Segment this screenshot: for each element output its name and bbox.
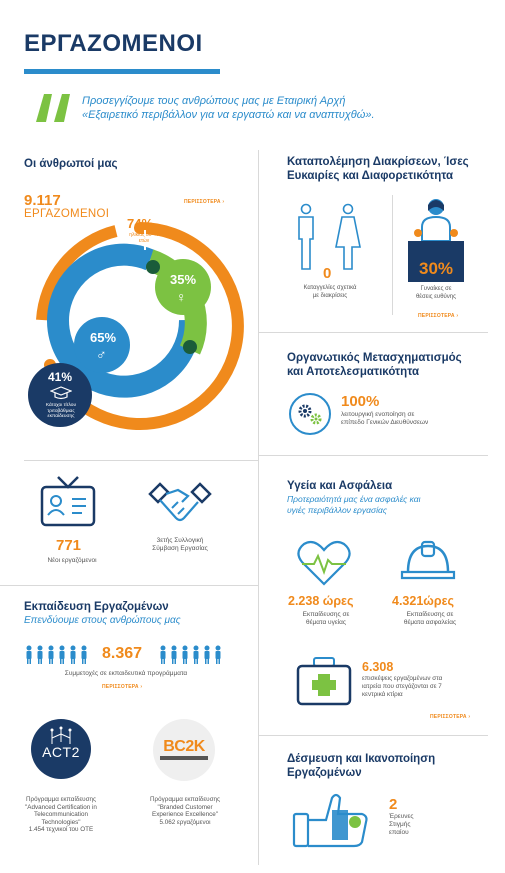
divider-left-2 xyxy=(0,585,258,586)
safety-hours: 4.321ώρες xyxy=(392,594,455,608)
handshake-icon xyxy=(148,480,212,526)
agreement-line-1: 3ετής Συλλογική xyxy=(156,537,204,544)
health-line-1: Εκπαίδευσης σε xyxy=(302,611,350,618)
people-row-right-icon xyxy=(158,645,228,665)
visits-label xyxy=(362,675,442,699)
org-text xyxy=(341,411,428,427)
edu-pct: 41% xyxy=(48,370,73,384)
act2-line-5: 1.454 τεχνικοί του ΟΤΕ xyxy=(28,826,94,833)
org-title-2: και Αποτελεσματικότητα xyxy=(287,366,420,378)
org-pct: 100% xyxy=(341,393,380,410)
age-label xyxy=(120,232,168,244)
visits-line-1: επισκέψεις εργαζομένων στα xyxy=(362,675,443,682)
health-subtitle xyxy=(287,494,421,516)
diversity-title-2: Ευκαιρίες και Διαφορετικότητα xyxy=(287,170,454,182)
women-line-2: θέσεις ευθύνης xyxy=(415,294,457,300)
agreement-line-2: Σύμβαση Εργασίας xyxy=(152,545,208,552)
visits-line-2: ιατρεία που στεγάζονται σε 7 xyxy=(362,683,442,690)
medical-kit-icon xyxy=(296,656,352,706)
vertical-divider xyxy=(258,150,259,865)
title-underline xyxy=(24,69,220,74)
men-pct: 65% xyxy=(90,330,117,345)
engagement-count: 2 xyxy=(389,796,398,813)
people-row-left-icon-svg xyxy=(24,645,94,665)
graduation-cap-icon xyxy=(50,386,72,400)
employees-count: 9.117 xyxy=(24,192,61,209)
safety-line-1: Εκπαίδευσης σε xyxy=(406,611,454,618)
diversity-title xyxy=(287,155,469,183)
safety-hours-label xyxy=(390,611,470,627)
woman-podium-icon xyxy=(404,195,468,259)
quote-line-2: «Εξαιρετικό περιβάλλον για να εργαστώ και να αναπτυχθώ». xyxy=(82,109,375,121)
health-subtitle-1: Προτεραιότητά μας ένα ασφαλές και xyxy=(287,494,421,504)
id-badge-icon xyxy=(40,475,96,527)
hires-label: Νέοι εργαζόμενοι xyxy=(47,557,97,564)
agreement-label xyxy=(140,537,220,553)
divider-right-3 xyxy=(258,735,488,736)
man-woman-icon xyxy=(290,203,370,271)
act2-logo-text: ACT2 xyxy=(42,744,80,760)
complaints-count: 0 xyxy=(323,265,332,282)
quote-mark-icon xyxy=(34,92,74,124)
safety-line-2: θέματα ασφαλείας xyxy=(403,619,457,626)
women-responsibility-label xyxy=(396,285,476,301)
age-label-1: ηλικίας 30-49 xyxy=(129,232,159,238)
women-pct: 35% xyxy=(170,272,197,287)
bc2k-line-2: "Branded Customer xyxy=(157,803,213,811)
act2-line-3: Telecommunication xyxy=(34,811,88,818)
health-title: Υγεία και Ασφάλεια xyxy=(287,480,393,492)
engagement-line-1: Έρευνες xyxy=(389,813,414,820)
health-line-2: θέματα υγείας xyxy=(305,619,347,626)
visits-count: 6.308 xyxy=(362,660,394,674)
edu-label-3: εκπαίδευσης xyxy=(47,414,75,419)
page-title: ΕΡΓΑΖΟΜΕΝΟΙ xyxy=(24,30,203,57)
age-label-2: ετών xyxy=(138,238,150,244)
quote-text xyxy=(82,94,375,122)
engagement-line-2: Στιγμής xyxy=(389,821,411,828)
complaints-line-2: με διακρίσεις xyxy=(312,293,348,299)
women-responsibility-pct: 30% xyxy=(418,259,454,278)
training-label: Συμμετοχές σε εκπαιδευτικά προγράμματα xyxy=(64,670,188,677)
org-title-1: Οργανωτικός Μετασχηματισμός xyxy=(287,352,462,364)
act2-line-2: "Advanced Certification in xyxy=(25,803,97,811)
people-more-link[interactable]: ΠΕΡΙΣΣΟΤΕΡΑ › xyxy=(184,199,224,205)
engagement-title-2: Εργαζομένων xyxy=(287,767,362,779)
edu-label-1: Κάτοχοι τίτλου xyxy=(45,403,77,408)
visits-line-3: κεντρικά κτίρια xyxy=(362,691,403,698)
org-text-2: επίπεδο Γενικών Διευθύνσεων xyxy=(341,419,429,426)
complaints-line-1: Καταγγελίες σχετικά xyxy=(303,285,357,291)
quote-line-1: Προσεγγίζουμε τους ανθρώπους μας με Εταιρική Αρχή xyxy=(82,95,346,107)
health-subtitle-2: υγιές περιβάλλον εργασίας xyxy=(287,505,387,515)
hard-hat-icon xyxy=(400,540,456,582)
act2-line-1: Πρόγραμμα εκπαίδευσης xyxy=(25,796,97,803)
act2-line-4: Technologies" xyxy=(41,818,81,826)
hires-count: 771 xyxy=(56,537,82,554)
bc2k-line-4: 5.062 εργαζόμενοι xyxy=(159,818,211,826)
org-text-1: λειτουργική ενοποίηση σε xyxy=(341,411,415,418)
engagement-title xyxy=(287,752,435,780)
women-line-1: Γυναίκες σε xyxy=(420,286,452,292)
bc2k-line-3: Experience Excellence" xyxy=(152,811,218,818)
training-title: Εκπαίδευση Εργαζομένων xyxy=(24,601,169,613)
training-count: 8.367 xyxy=(102,645,143,662)
gears-icon xyxy=(288,392,332,436)
health-hours-label xyxy=(288,611,364,627)
complaints-label xyxy=(280,284,380,300)
people-title: Οι άνθρωποί μας xyxy=(24,158,118,170)
diversity-divider xyxy=(392,195,393,315)
health-more-link[interactable]: ΠΕΡΙΣΣΟΤΕΡΑ › xyxy=(430,714,470,720)
male-icon: ♂ xyxy=(96,346,107,362)
act2-caption xyxy=(8,796,114,834)
heart-pulse-icon xyxy=(296,540,352,586)
training-subtitle: Επενδύουμε στους ανθρώπους μας xyxy=(24,615,181,626)
bc2k-logo-text: BC2K xyxy=(163,738,205,755)
diversity-title-1: Καταπολέμηση Διακρίσεων, Ίσες xyxy=(287,156,469,168)
org-title xyxy=(287,351,462,379)
employees-label: ΕΡΓΑΖΟΜΕΝΟΙ xyxy=(24,208,110,220)
diversity-more-link[interactable]: ΠΕΡΙΣΣΟΤΕΡΑ › xyxy=(418,313,458,319)
divider-right-2 xyxy=(258,455,488,456)
divider-left-1 xyxy=(24,460,258,461)
divider-right-1 xyxy=(258,332,488,333)
bc2k-line-1: Πρόγραμμα εκπαίδευσης xyxy=(149,796,221,803)
health-hours: 2.238 ώρες xyxy=(288,594,354,608)
age-pct: 74% xyxy=(127,216,154,231)
engagement-title-1: Δέσμευση και Ικανοποίηση xyxy=(287,753,436,765)
engagement-label xyxy=(389,813,414,837)
bc2k-caption xyxy=(130,796,240,826)
edu-label-2: τριτοβάθμιας xyxy=(47,408,75,414)
training-more-link[interactable]: ΠΕΡΙΣΣΟΤΕΡΑ › xyxy=(102,684,142,690)
thumbs-up-icon xyxy=(292,790,376,850)
female-icon: ♀ xyxy=(176,289,187,305)
engagement-line-3: επαίου xyxy=(389,829,409,836)
edu-label xyxy=(36,403,86,420)
